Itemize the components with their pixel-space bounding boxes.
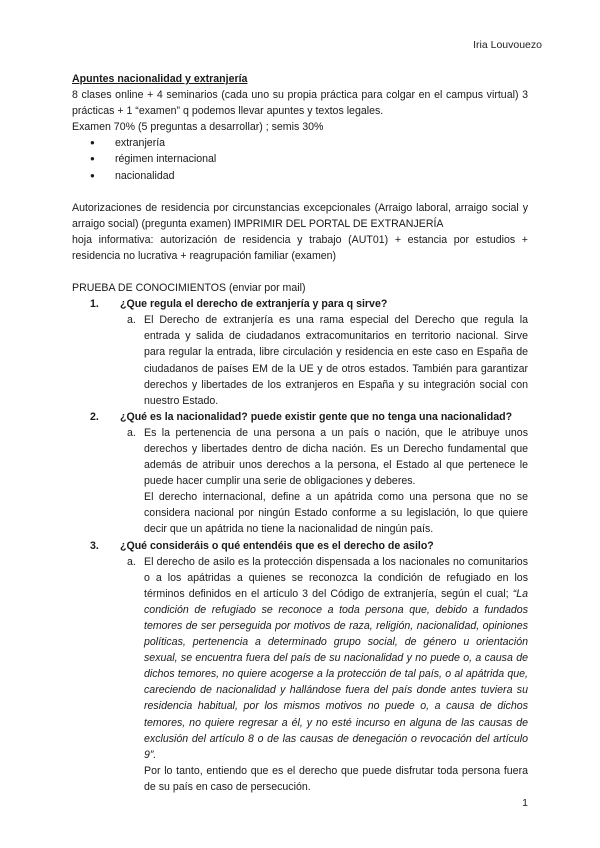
author-name: Iria Louvouezo	[473, 39, 542, 51]
question-2	[72, 409, 528, 425]
question-1	[72, 296, 528, 312]
autorizaciones-paragraph: Autorizaciones de residencia por circunstancias excepcionales (Arraigo laboral, arraigo social y arraigo social) (pregunta examen) IMPRIMIR DEL PORTAL DE EXTRANJERÍA	[72, 201, 528, 230]
question-text: ¿Qué consideráis o qué entendéis que es el derecho de asilo?	[120, 539, 434, 552]
answer-label: a.	[127, 314, 136, 327]
answer-text-continued: Por lo tanto, entiendo que es el derecho que puede disfrutar toda persona fuera de su país en caso de persecución.	[144, 764, 528, 793]
answer-text-continued: El derecho internacional, define a un apátrida como una persona que no se considera nacional por ningún Estado conforme a su legislación, lo que quiere decir que un apátrida no tiene la nacionalidad de ningún país.	[144, 491, 528, 536]
hoja-informativa-paragraph: hoja informativa: autorización de residencia y trabajo (AUT01) + estancia por estudios + residencia no lucrativa + reagrupación familiar (examen)	[72, 233, 528, 262]
prueba-heading: PRUEBA DE CONOCIMIENTOS (enviar por mail)	[72, 282, 306, 295]
question-number: 3.	[90, 539, 99, 552]
list-item: ● régimen internacional	[72, 151, 528, 167]
answer-text: El derecho de asilo es la protección dispensada a los nacionales no comunitarios o a los apátridas a quienes se reconozca la condición de refugiado en los términos definidos en el artículo 3 del Código de extranjería, según el cual;	[144, 555, 528, 600]
legal-quote: “La condición de refugiado se reconoce a toda persona que, debido a fundados temores de ser perseguida por motivos de raza, religión, nacionalidad, opiniones políticas, pertenencia a determinado grupo social, de género u orientación sexual, se encuentra fuera del país de su nacionalidad y no puede o, a causa de dichos temores, no quiere acogerse a la protección de tal país, o al apátrida que, careciendo de nacionalidad y hallándose fuera del país donde antes tuviera su residencia habitual, por los mismos motivos no puede o, a causa de dichos temores, no quiere regresar a él, y no esté incurso en alguna de las causas de exclusión del artículo 8 o de las causas de denegación o revocación del artículo 9”.	[144, 587, 528, 761]
answer-text: Es la pertenencia de una persona a un país o nación, que le atribuye unos derechos y libertades dentro de dicha nación. Es un Derecho fundamental que además de atribuir unos derechos a la persona, el Estado al que pertenece le puede hacer cumplir una serie de obligaciones y deberes.	[144, 426, 528, 488]
answer-label: a.	[127, 555, 136, 568]
document-title: Apuntes nacionalidad y extranjería	[72, 73, 248, 85]
intro-paragraph: 8 clases online + 4 seminarios (cada uno su propia práctica para colgar en el campus virtual) 3 prácticas + 1 “examen” q podemos llevar apuntes y textos legales.	[72, 89, 528, 118]
answer-2	[72, 425, 528, 538]
answer-1	[72, 312, 528, 409]
page-number: 1	[522, 797, 528, 809]
list-item: ● extranjería	[72, 135, 528, 151]
exam-info: Examen 70% (5 preguntas a desarrollar) ; semis 30%	[72, 121, 324, 134]
list-item: ● nacionalidad	[72, 168, 528, 184]
answer-text: El Derecho de extranjería es una rama especial del Derecho que regula la entrada y salida de ciudadanos extracomunitarios en territorio nacional. Sirve para regular la entrada, libre circulación y residencia en este caso en España de ciudadanos de países EM de la UE y de otros estados. También para garantizar derechos y libertades de los extranjeros en España y su integración social con nuestro Estado.	[144, 314, 528, 407]
question-3	[72, 538, 528, 554]
topic-list	[72, 135, 528, 183]
document-body	[72, 71, 528, 795]
question-text: ¿Que regula el derecho de extranjería y para q sirve?	[120, 298, 388, 311]
question-text: ¿Qué es la nacionalidad? puede existir gente que no tenga una nacionalidad?	[120, 410, 513, 423]
question-number: 1.	[90, 298, 99, 311]
question-number: 2.	[90, 410, 99, 423]
answer-label: a.	[127, 426, 136, 439]
answer-3	[72, 554, 528, 795]
